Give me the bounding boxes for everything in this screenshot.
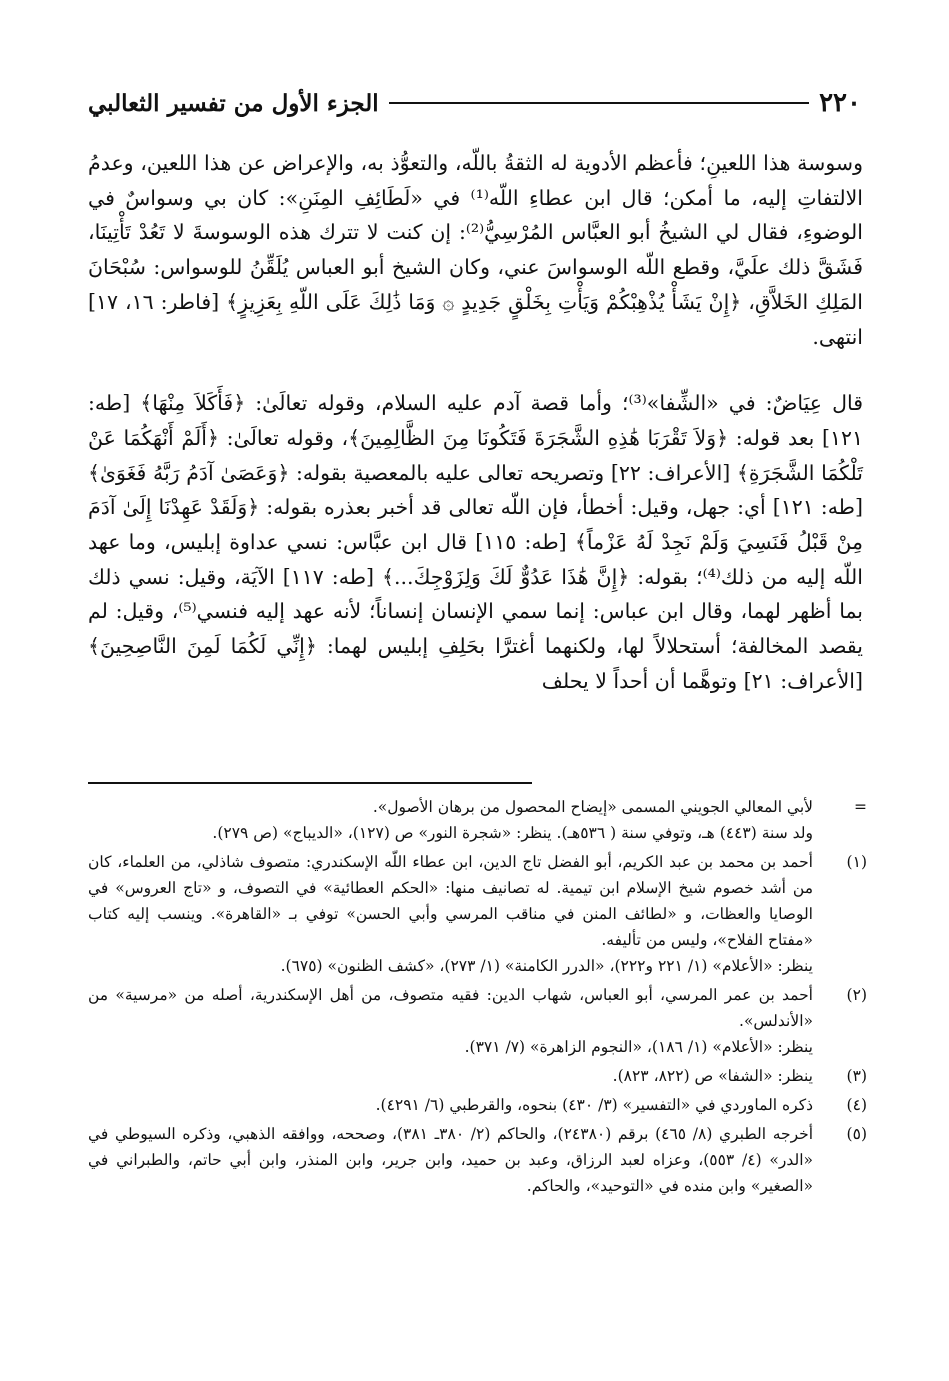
footnote-marker: (٢) (846, 986, 867, 1004)
footnote-line: ذكره الماوردي في «التفسير» (٣/ ٤٣٠) بنحوه، والقرطبي (٦/ ٤٢٩١). (375, 1096, 813, 1114)
page-header (88, 86, 861, 120)
footnote-marker: (١) (846, 853, 867, 871)
footnote-3 (88, 1063, 867, 1089)
footnote-separator (88, 782, 532, 784)
footnote-line: أخرجه الطبري (٨/ ٤٦٥) برقم (٢٤٣٨٠)، والحاكم (٢/ ٣٨٠ـ ٣٨١)، وصححه، ووافقه الذهبي، وذكره السيوطي في «الدر» (٤/ ٥٥٣)، وعزاه لعبد الرزاق، وعبد بن حميد، وابن جرير، وابن المنذر، وابن أبي حاتم، والطبراني في «الصغير» وابن منده في «التوحيد»، والحاكم. (88, 1125, 814, 1195)
main-text (88, 146, 863, 699)
main-paragraph: قال عِيَاضٌ: في «الشِّفا»⁽³⁾؛ وأما قصة آدم عليه السلام، وقوله تعالَىٰ: ﴿فَأَكَلاَ مِنْهَا﴾ [طه: ١٢١] بعد قوله: ﴿وَلاَ تَقْرَبَا هَٰذِهِ الشَّجَرَةَ فَتَكُونَا مِنَ الظَّالِمِينَ﴾، وقوله تعالَىٰ: ﴿أَلَمْ أَنْهَكُمَا عَنْ تَلْكُمَا الشَّجَرَةِ﴾ [الأعراف: ٢٢] وتصريحه تعالى عليه بالمعصية بقوله: ﴿وَعَصَىٰ آدَمُ رَبَّهُ فَغَوَىٰ﴾ [طه: ١٢١] أي: جهل، وقيل: أخطأ، فإن اللّه تعالى قد أخبر بعذره بقوله: ﴿وَلَقَدْ عَهِدْنَا إِلَىٰ آدَمَ مِنْ قَبْلُ فَنَسِيَ وَلَمْ نَجِدْ لَهُ عَزْماً﴾ [طه: ١١٥] قال ابن عبَّاس: نسي عداوة إبليس، وما عهد اللّه إليه من ذلك⁽⁴⁾؛ بقوله: ﴿إِنَّ هَٰذَا عَدُوٌّ لَكَ وَلِزَوْجِكَ...﴾ [طه: ١١٧] الآيَة، وقيل: نسي ذلك بما أظهر لهما، وقال ابن عباس: إنما سمي الإنسان إنساناً؛ لأنه عهد إليه فنسي⁽⁵⁾، وقيل: لم يقصد المخالفة؛ أستحلالاً لها، ولكنهما أغترَّا بحَلِفِ إبليس لهما: ﴿إِنِّي لَكُمَا لَمِنَ النَّاصِحِينَ﴾ [الأعراف: ٢١] وتوهَّما أن أحداً لا يحلف (88, 391, 864, 693)
footnote-line: ولد سنة (٤٤٣) هـ، وتوفي سنة ( ٥٣٦هـ). ينظر: «شجرة النور» ص (١٢٧)، «الديباج» (ص ٢٧٩). (212, 824, 813, 842)
footnote-1 (88, 849, 867, 979)
footnote-line: ينظر: «الشفا» ص (٨٢٢، ٨٢٣). (612, 1067, 813, 1085)
footnote-marker: = (854, 798, 867, 816)
footnote-line: ينظر: «الأعلام» (١/ ١٨٦)، «النجوم الزاهرة» (٧/ ٣٧١). (464, 1038, 813, 1056)
footnote-2 (88, 982, 867, 1060)
page-number: ٢٢٠ (819, 88, 861, 118)
footnote-marker: (٥) (846, 1125, 867, 1143)
running-title: الجزء الأول من تفسير الثعالبي (88, 89, 379, 117)
footnote-4 (88, 1092, 867, 1118)
footnote-line: أحمد بن عمر المرسي، أبو العباس، شهاب الدين: فقيه متصوف، من أهل الإسكندرية، أصله من «مرسية» من «الأندلس». (88, 986, 813, 1030)
footnotes (88, 794, 867, 1202)
footnote-marker: (٤) (846, 1096, 867, 1114)
header-rule (389, 102, 809, 104)
footnote-line: لأبي المعالي الجويني المسمى «إيضاح المحصول من برهان الأصول». (372, 798, 813, 816)
footnote-line: ينظر: «الأعلام» (١/ ٢٢١ و٢٢٢)، «الدرر الكامنة» (١/ ٢٧٣)، «كشف الظنون» (٦٧٥). (280, 957, 813, 975)
footnote-continuation (88, 794, 867, 846)
main-paragraph: وسوسة هذا اللعينِ؛ فأعظم الأدوية له الثقةُ باللّه، والتعوُّذ به، والإعراض عن هذا اللعين، وعدمُ الالتفاتِ إليه، ما أمكن؛ قال ابن عطاءِ اللّه⁽¹⁾ في «لَطَائِفِ المِنَنِ»: كان بي وسواسٌ في الوضوءِ، فقال لي الشيخُ أبو العبَّاس المُرْسِيُّ⁽²⁾: إن كنت لا تترك هذه الوسوسةَ لا تَعُدْ تَأْتِينَا، فَشَقَّ ذلك علَيَّ، وقطع اللّه الوسواسَ عني، وكان الشيخ أبو العباس يُلَقِّنُ للوسواس: سُبْحَانَ المَلِكِ الخَلاَّقِ، ﴿إِنْ يَشَأْ يُذْهِبْكُمْ وَيَأْتِ بِخَلْقٍ جَدِيدٍ ۞ وَمَا ذَٰلِكَ عَلَى اللّهِ بِعَزِيزٍ﴾ [فاطر: ١٦، ١٧] انتهى. (88, 151, 863, 349)
footnote-5 (88, 1121, 867, 1199)
footnote-marker: (٣) (846, 1067, 867, 1085)
footnote-line: أحمد بن محمد بن عبد الكريم، أبو الفضل تاج الدين، ابن عطاء اللّه الإسكندري: متصوف شاذلي، من العلماء، كان من أشد خصوم شيخ الإسلام ابن تيمية. له تصانيف منها: «الحكم العطائية» في التصوف، و «تاج العروس» في الوصايا والعظات، و «لطائف المنن في مناقب المرسي وأبي الحسن» توفي بـ «القاهرة». وينسب إليه كتاب «مفتاح الفلاح»، وليس من تأليفه. (88, 853, 813, 949)
